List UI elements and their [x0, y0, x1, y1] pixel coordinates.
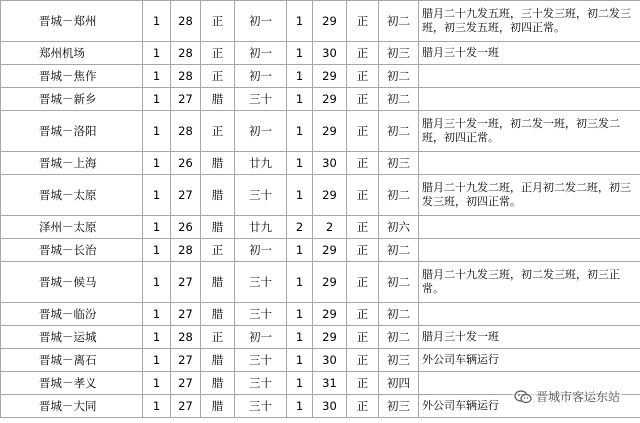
note-cell: 腊月三十发一班 — [419, 326, 640, 349]
route-cell: 郑州机场 — [1, 42, 143, 65]
route-cell: 晋城－洛阳 — [1, 111, 143, 152]
value-cell-4: 三十 — [235, 349, 287, 372]
table-row — [1, 326, 640, 349]
value-cell-2: 28 — [171, 65, 201, 88]
value-cell-2: 27 — [171, 175, 201, 216]
value-cell-3: 腊 — [201, 395, 235, 418]
value-cell-7: 正 — [347, 42, 379, 65]
value-cell-2: 27 — [171, 395, 201, 418]
value-cell-3: 腊 — [201, 152, 235, 175]
value-cell-4: 廿九 — [235, 152, 287, 175]
value-cell-8: 初四 — [379, 372, 419, 395]
table-row — [1, 262, 640, 303]
value-cell-4: 三十 — [235, 88, 287, 111]
route-cell: 晋城－孝义 — [1, 372, 143, 395]
note-cell: 外公司车辆运行 — [419, 349, 640, 372]
route-cell: 晋城－新乡 — [1, 88, 143, 111]
note-cell — [419, 239, 640, 262]
value-cell-6: 2 — [313, 216, 347, 239]
value-cell-3: 正 — [201, 111, 235, 152]
value-cell-7: 正 — [347, 111, 379, 152]
value-cell-5: 1 — [287, 175, 313, 216]
value-cell-8: 初二 — [379, 88, 419, 111]
value-cell-3: 腊 — [201, 349, 235, 372]
value-cell-7: 正 — [347, 216, 379, 239]
value-cell-2: 26 — [171, 216, 201, 239]
value-cell-5: 1 — [287, 1, 313, 42]
route-cell: 晋城－焦作 — [1, 65, 143, 88]
value-cell-3: 腊 — [201, 175, 235, 216]
value-cell-5: 1 — [287, 239, 313, 262]
value-cell-4: 三十 — [235, 262, 287, 303]
route-cell: 晋城－运城 — [1, 326, 143, 349]
value-cell-7: 正 — [347, 349, 379, 372]
watermark — [512, 388, 622, 405]
value-cell-8: 初三 — [379, 395, 419, 418]
note-cell: 腊月三十发一班，初二发一班，初三发二班，初四正常。 — [419, 111, 640, 152]
value-cell-6: 29 — [313, 88, 347, 111]
route-cell: 晋城－大同 — [1, 395, 143, 418]
value-cell-2: 28 — [171, 1, 201, 42]
table-row — [1, 349, 640, 372]
value-cell-4: 廿九 — [235, 216, 287, 239]
value-cell-2: 28 — [171, 111, 201, 152]
value-cell-6: 31 — [313, 372, 347, 395]
value-cell-5: 1 — [287, 88, 313, 111]
table-row — [1, 175, 640, 216]
value-cell-5: 1 — [287, 395, 313, 418]
value-cell-7: 正 — [347, 65, 379, 88]
value-cell-1: 1 — [143, 349, 171, 372]
table-row — [1, 303, 640, 326]
value-cell-1: 1 — [143, 88, 171, 111]
value-cell-2: 27 — [171, 303, 201, 326]
value-cell-4: 初一 — [235, 65, 287, 88]
value-cell-2: 28 — [171, 326, 201, 349]
value-cell-8: 初二 — [379, 326, 419, 349]
value-cell-8: 初二 — [379, 303, 419, 326]
value-cell-3: 腊 — [201, 88, 235, 111]
value-cell-7: 正 — [347, 88, 379, 111]
note-cell — [419, 88, 640, 111]
value-cell-6: 29 — [313, 303, 347, 326]
note-cell: 腊月二十九发二班，正月初二发二班，初三发三班，初四正常。 — [419, 175, 640, 216]
value-cell-1: 1 — [143, 152, 171, 175]
value-cell-6: 29 — [313, 262, 347, 303]
value-cell-3: 正 — [201, 326, 235, 349]
table-row — [1, 152, 640, 175]
value-cell-8: 初三 — [379, 349, 419, 372]
value-cell-5: 2 — [287, 216, 313, 239]
value-cell-8: 初二 — [379, 175, 419, 216]
value-cell-7: 正 — [347, 239, 379, 262]
value-cell-4: 三十 — [235, 372, 287, 395]
route-cell: 晋城－郑州 — [1, 1, 143, 42]
value-cell-2: 27 — [171, 372, 201, 395]
value-cell-7: 正 — [347, 1, 379, 42]
table-row — [1, 42, 640, 65]
value-cell-7: 正 — [347, 395, 379, 418]
value-cell-4: 三十 — [235, 175, 287, 216]
route-cell: 晋城－离石 — [1, 349, 143, 372]
value-cell-5: 1 — [287, 303, 313, 326]
table-row — [1, 88, 640, 111]
route-cell: 泽州－太原 — [1, 216, 143, 239]
value-cell-4: 三十 — [235, 395, 287, 418]
value-cell-4: 初一 — [235, 1, 287, 42]
value-cell-6: 30 — [313, 152, 347, 175]
route-cell: 晋城－上海 — [1, 152, 143, 175]
value-cell-1: 1 — [143, 175, 171, 216]
value-cell-2: 28 — [171, 42, 201, 65]
table-row — [1, 65, 640, 88]
value-cell-3: 腊 — [201, 262, 235, 303]
value-cell-5: 1 — [287, 42, 313, 65]
value-cell-4: 初一 — [235, 326, 287, 349]
value-cell-4: 初一 — [235, 42, 287, 65]
value-cell-5: 1 — [287, 111, 313, 152]
value-cell-6: 29 — [313, 111, 347, 152]
note-cell — [419, 152, 640, 175]
value-cell-2: 26 — [171, 152, 201, 175]
value-cell-6: 29 — [313, 175, 347, 216]
value-cell-2: 27 — [171, 262, 201, 303]
value-cell-8: 初二 — [379, 1, 419, 42]
wechat-icon — [514, 390, 532, 404]
note-cell: 腊月三十发一班 — [419, 42, 640, 65]
value-cell-6: 29 — [313, 1, 347, 42]
value-cell-1: 1 — [143, 42, 171, 65]
value-cell-1: 1 — [143, 239, 171, 262]
value-cell-7: 正 — [347, 372, 379, 395]
value-cell-1: 1 — [143, 326, 171, 349]
value-cell-8: 初六 — [379, 216, 419, 239]
value-cell-2: 27 — [171, 88, 201, 111]
value-cell-3: 腊 — [201, 216, 235, 239]
value-cell-1: 1 — [143, 372, 171, 395]
table-row — [1, 111, 640, 152]
value-cell-1: 1 — [143, 216, 171, 239]
value-cell-4: 初一 — [235, 111, 287, 152]
value-cell-1: 1 — [143, 65, 171, 88]
value-cell-1: 1 — [143, 1, 171, 42]
value-cell-4: 三十 — [235, 303, 287, 326]
table-row — [1, 216, 640, 239]
value-cell-7: 正 — [347, 175, 379, 216]
value-cell-3: 正 — [201, 65, 235, 88]
value-cell-6: 30 — [313, 395, 347, 418]
value-cell-5: 1 — [287, 372, 313, 395]
value-cell-8: 初二 — [379, 239, 419, 262]
value-cell-5: 1 — [287, 262, 313, 303]
value-cell-3: 正 — [201, 1, 235, 42]
value-cell-3: 正 — [201, 42, 235, 65]
value-cell-3: 腊 — [201, 303, 235, 326]
schedule-body — [1, 1, 640, 418]
value-cell-3: 正 — [201, 239, 235, 262]
route-cell: 晋城－太原 — [1, 175, 143, 216]
value-cell-7: 正 — [347, 262, 379, 303]
route-cell: 晋城－候马 — [1, 262, 143, 303]
value-cell-1: 1 — [143, 111, 171, 152]
value-cell-8: 初二 — [379, 262, 419, 303]
value-cell-6: 29 — [313, 239, 347, 262]
value-cell-4: 初一 — [235, 239, 287, 262]
value-cell-2: 28 — [171, 239, 201, 262]
value-cell-1: 1 — [143, 303, 171, 326]
value-cell-6: 29 — [313, 326, 347, 349]
value-cell-7: 正 — [347, 326, 379, 349]
value-cell-2: 27 — [171, 349, 201, 372]
value-cell-5: 1 — [287, 349, 313, 372]
table-row — [1, 239, 640, 262]
value-cell-6: 30 — [313, 42, 347, 65]
value-cell-8: 初三 — [379, 152, 419, 175]
value-cell-7: 正 — [347, 152, 379, 175]
value-cell-8: 初三 — [379, 42, 419, 65]
note-cell — [419, 216, 640, 239]
value-cell-3: 腊 — [201, 372, 235, 395]
value-cell-7: 正 — [347, 303, 379, 326]
value-cell-8: 初二 — [379, 65, 419, 88]
note-cell: 腊月二十九发五班，三十发三班，初二发三班，初三发五班，初四正常。 — [419, 1, 640, 42]
value-cell-6: 29 — [313, 65, 347, 88]
value-cell-1: 1 — [143, 395, 171, 418]
note-cell — [419, 65, 640, 88]
route-cell: 晋城－临汾 — [1, 303, 143, 326]
table-row — [1, 1, 640, 42]
note-cell — [419, 303, 640, 326]
value-cell-8: 初二 — [379, 111, 419, 152]
note-cell: 外公司车辆运行 — [419, 395, 640, 418]
watermark-text: 晋城市客运东站 — [535, 390, 620, 404]
value-cell-5: 1 — [287, 326, 313, 349]
value-cell-6: 30 — [313, 349, 347, 372]
value-cell-5: 1 — [287, 152, 313, 175]
route-cell: 晋城－长治 — [1, 239, 143, 262]
note-cell: 腊月二十九发三班，初二发三班，初三正常。 — [419, 262, 640, 303]
value-cell-1: 1 — [143, 262, 171, 303]
value-cell-5: 1 — [287, 65, 313, 88]
